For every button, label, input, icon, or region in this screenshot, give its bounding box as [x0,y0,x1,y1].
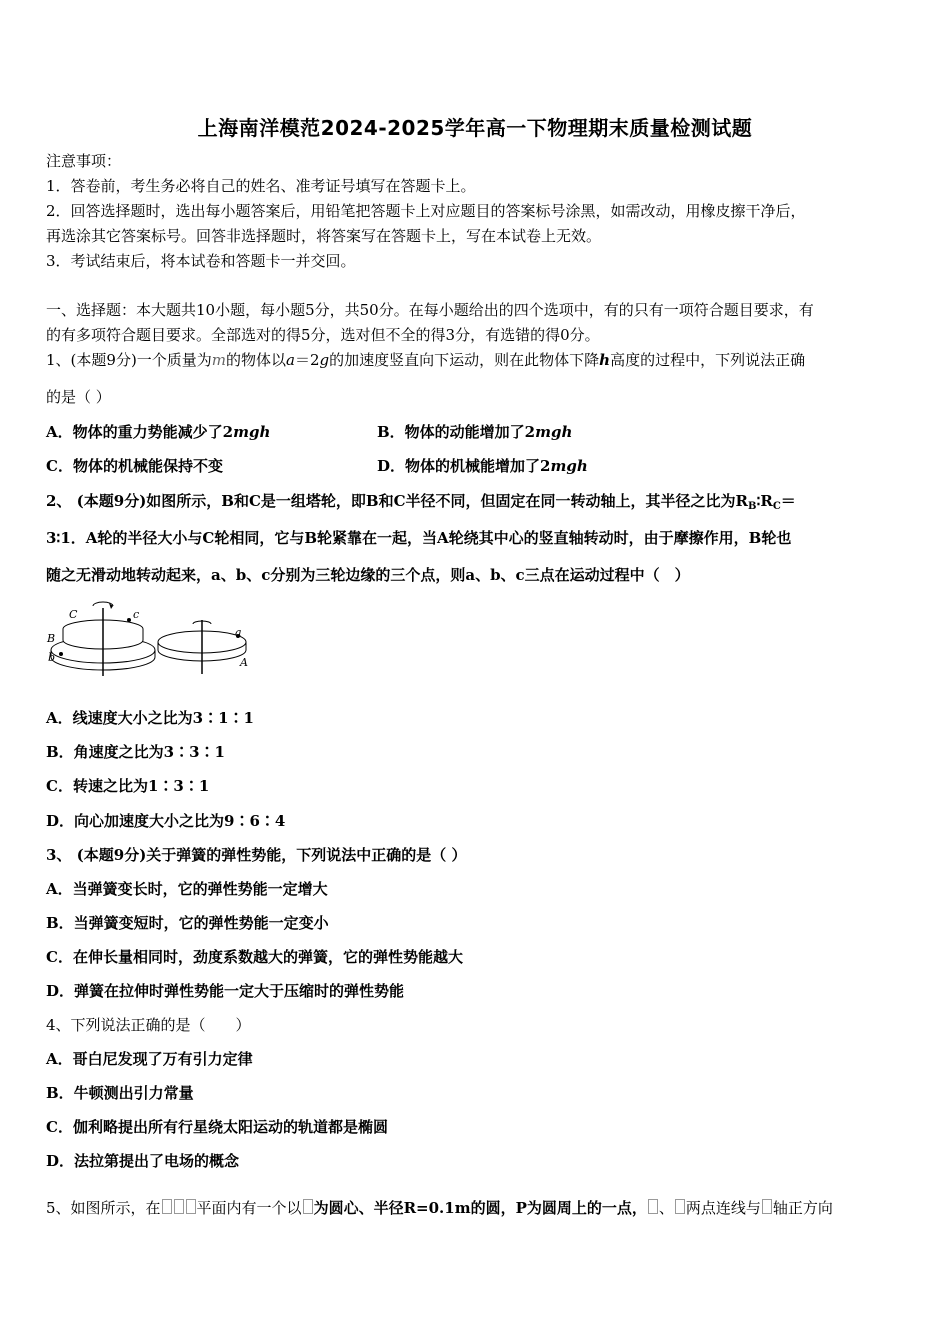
missing-symbol-icon [648,1199,658,1214]
q2-option-a: A．线速度大小之比为3∶1∶1 [46,709,254,727]
question-3-stem: 3、 (本题9分)关于弹簧的弹性势能，下列说法中正确的是（ ） [46,846,467,864]
question-1-stem [46,349,906,371]
notice-item: 3．考试结束后，将本试卷和答题卡一并交回。 [46,252,356,270]
q1-var-g: g [319,351,330,369]
question-4-stem: 4、下列说法正确的是（ ） [46,1016,251,1034]
section-instructions: 的有多项符合题目要求。全部选对的得5分，选对但不全的得3分，有选错的得0分。 [46,326,600,344]
fig-label-a: a [235,626,242,639]
fig-label-c: c [133,608,140,621]
page-title: 上海南洋模范2024-2025学年高一下物理期末质量检测试题 [197,116,753,140]
missing-symbol-icon [762,1199,772,1214]
section-instructions: 一、选择题：本大题共10小题，每小题5分，共50分。在每小题给出的四个选项中，有的只有一项符合题目要求，有 [46,301,814,319]
q1-mass-symbol: m [211,351,227,369]
q2-option-d: D．向心加速度大小之比为9∶6∶4 [46,812,286,830]
question-2-stem: 2、 (本题9分)如图所示，B和C是一组塔轮，即B和C半径不同，但固定在同一转动轴上，其半径之比为$R_B∶R_C=$ [46,492,796,512]
missing-symbol-icon [186,1199,196,1214]
q2-option-c: C．转速之比为1∶3∶1 [46,777,210,795]
q4-option-d: D．法拉第提出了电场的概念 [46,1152,240,1170]
q1-text: ＝2 [295,351,320,369]
q1-option-a: A．物体的重力势能减少了2mgh [46,423,271,441]
fig-label-A: A [240,656,248,669]
q3-option-c: C．在伸长量相同时，劲度系数越大的弹簧，它的弹性势能越大 [46,948,463,966]
q3-option-d: D．弹簧在拉伸时弹性势能一定大于压缩时的弹性势能 [46,982,405,1000]
missing-symbol-icon [174,1199,184,1214]
q3-option-b: B．当弹簧变短时，它的弹性势能一定变小 [46,914,329,932]
q1-option-b: B．物体的动能增加了2mgh [377,423,573,441]
q4-option-c: C．伽利略提出所有行星绕太阳运动的轨道都是椭圆 [46,1118,388,1136]
question-2-stem-cont: 随之无滑动地转动起来，a、b、c分别为三轮边缘的三个点，则a、b、c三点在运动过程中（ ） [46,566,690,584]
fig-label-B: B [47,632,56,645]
q1-var-h: h [599,351,611,369]
q1-text: 1、(本题9分)一个质量为 [46,351,212,369]
q1-option-c: C．物体的机械能保持不变 [46,457,223,475]
q1-text: 的加速度竖直向下运动，则在此物体下降 [329,351,600,369]
question-1-stem-cont: 的是（ ） [46,388,111,406]
q1-text: 的物体以 [226,351,287,369]
notice-heading: 注意事项： [46,152,122,170]
missing-symbol-icon [162,1199,172,1214]
q3-option-a: A．当弹簧变长时，它的弹性势能一定增大 [46,880,328,898]
notice-item: 再选涂其它答案标号。回答非选择题时，将答案写在答题卡上，写在本试卷上无效。 [46,227,602,245]
question-2-stem-cont: 3∶1．A轮的半径大小与C轮相同，它与B轮紧靠在一起，当A轮绕其中心的竖直轴转动时，由于摩擦作用，B轮也 [46,529,792,547]
fig-label-C: C [69,608,78,621]
q1-option-d: D．物体的机械能增加了2mgh [377,457,588,475]
notice-item: 1．答卷前，考生务必将自己的姓名、准考证号填写在答题卡上。 [46,177,476,195]
fig-label-b: b [48,651,56,664]
subscript-b: B [748,501,757,512]
q4-option-a: A．哥白尼发现了万有引力定律 [46,1050,253,1068]
q4-option-b: B．牛顿测出引力常量 [46,1084,194,1102]
q1-text: 高度的过程中，下列说法正确 [610,351,806,369]
q1-var-a: a [286,351,295,369]
subscript-c: C [772,501,781,512]
question-5-stem: 5、如图所示，在 平面内有一个以 为圆心、半径R=0.1m的圆，P为圆周上的一点， 、 两点连线与 轴正方向 [46,1199,833,1217]
tower-wheel-figure [45,596,260,681]
missing-symbol-icon [675,1199,685,1214]
notice-item: 2．回答选择题时，选出每小题答案后，用铅笔把答题卡上对应题目的答案标号涂黑，如需改动，用橡皮擦干净后， [46,202,806,220]
q2-option-b: B．角速度之比为3∶3∶1 [46,743,225,761]
missing-symbol-icon [303,1199,313,1214]
